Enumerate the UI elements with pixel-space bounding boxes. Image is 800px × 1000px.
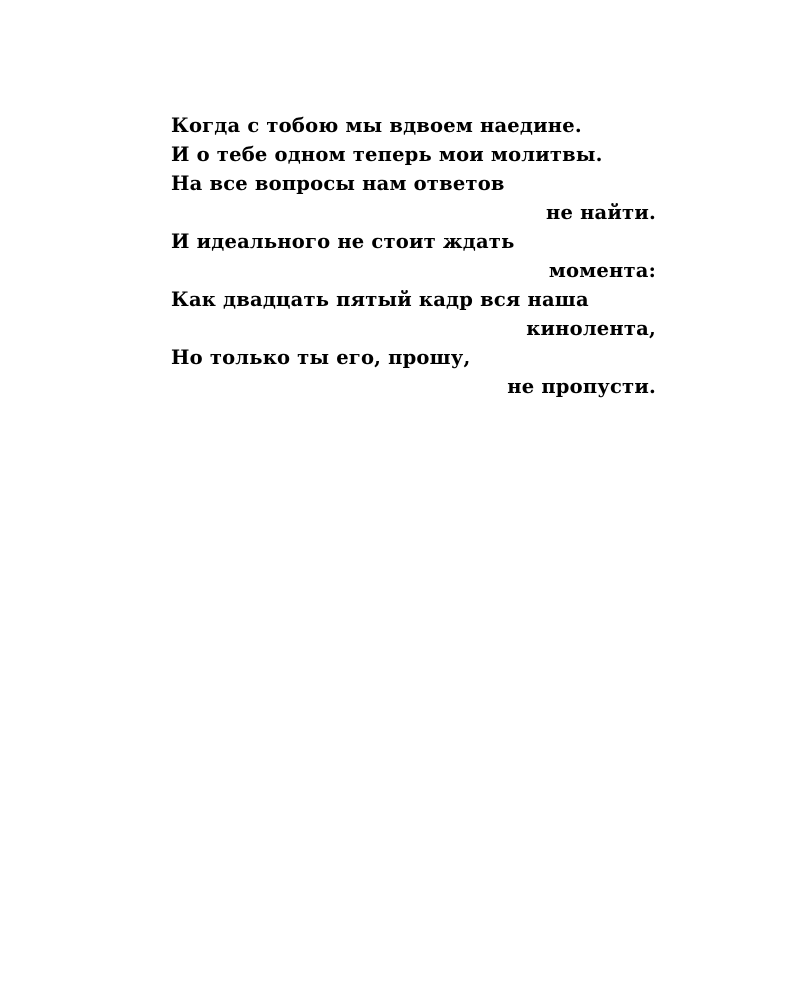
- poem-line-continuation: не пропусти.: [507, 375, 656, 398]
- poem-line: И идеального не стоит ждать: [171, 230, 515, 253]
- poem-line-continuation: не найти.: [546, 201, 656, 224]
- poem-line-continuation: кинолента,: [526, 317, 656, 340]
- poem-line: Как двадцать пятый кадр вся наша: [171, 288, 589, 311]
- poem-line: И о тебе одном теперь мои молитвы.: [171, 143, 603, 166]
- poem-line: Когда с тобою мы вдвоем наедине.: [171, 114, 582, 137]
- poem-line-continuation: момента:: [548, 259, 656, 282]
- poem-line: На все вопросы нам ответов: [171, 172, 505, 195]
- poem-line: Но только ты его, прошу,: [171, 346, 471, 369]
- poem-stanza: [171, 111, 656, 401]
